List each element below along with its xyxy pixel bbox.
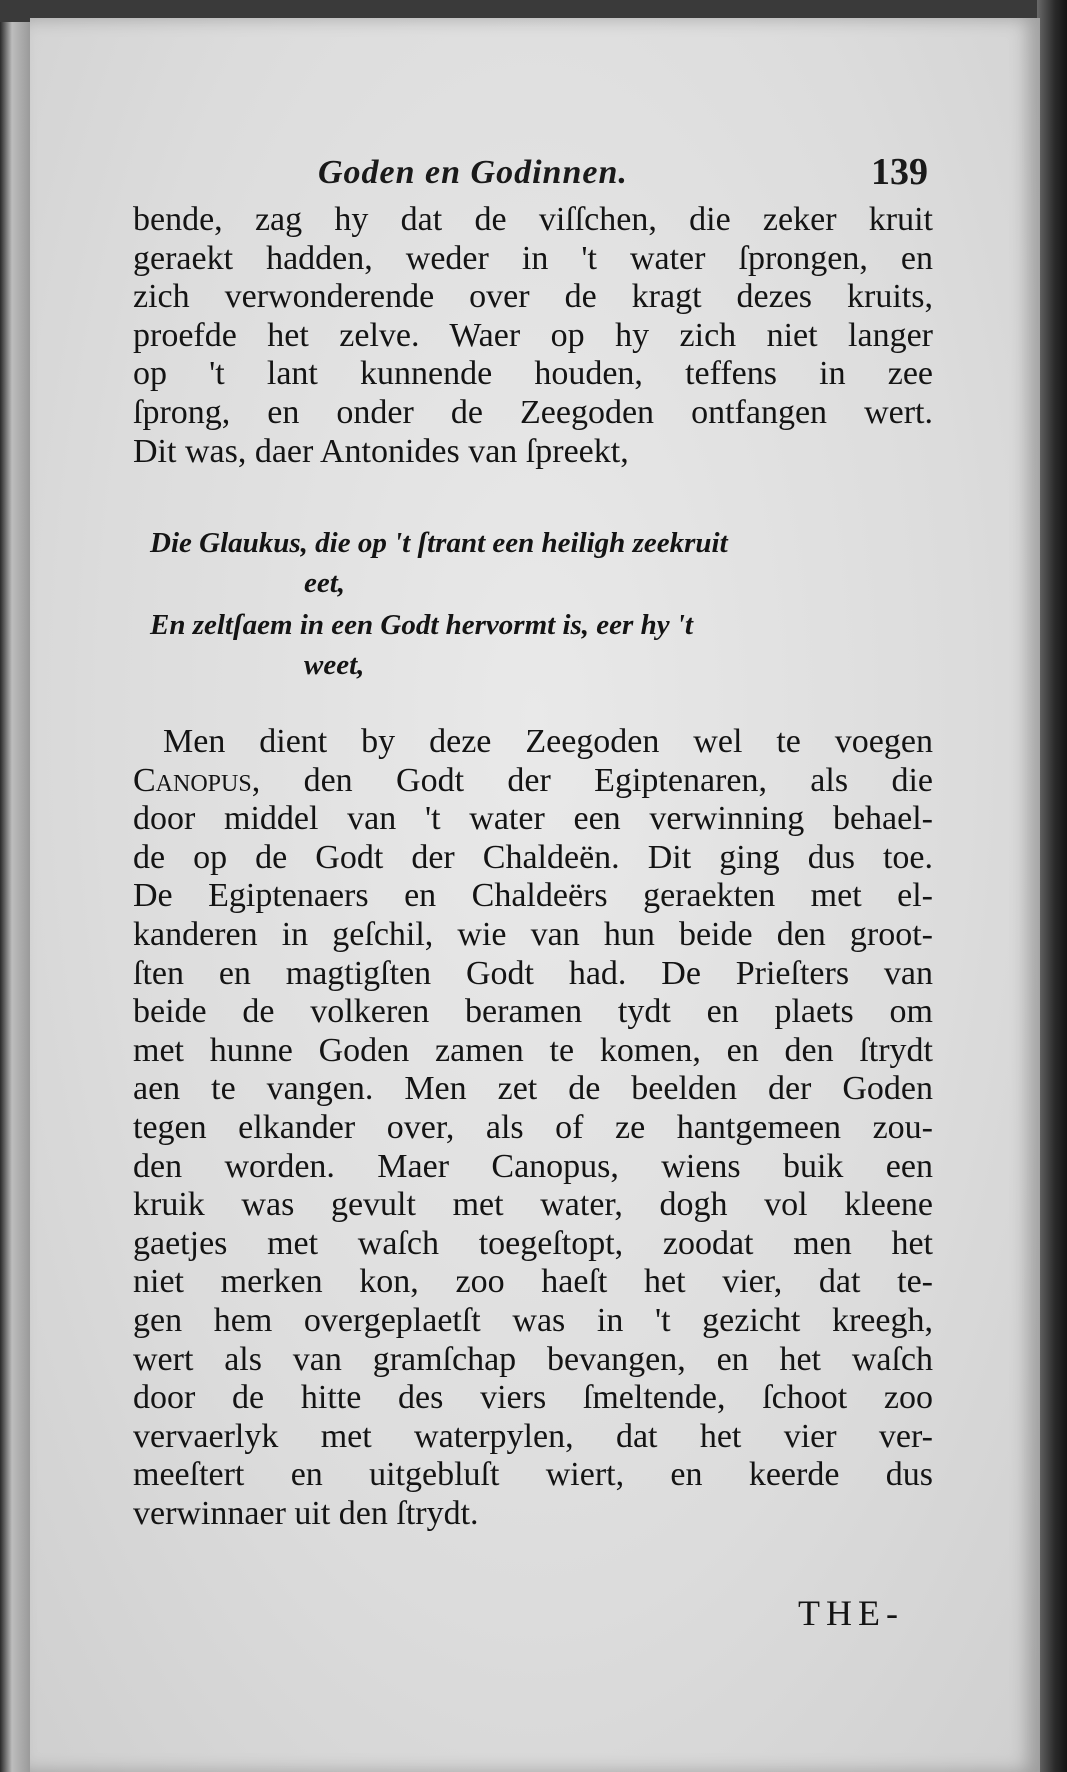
text-line: zich verwonderende over de kragt dezes kruits,	[133, 278, 933, 316]
text-line: ſprong, en onder de Zeegoden ontfangen wert.	[133, 393, 933, 431]
text-line: kruik was gevult met water, dogh vol kleene	[133, 1186, 933, 1224]
text-line: verwinnaer uit den ſtrydt.	[133, 1494, 479, 1532]
text-line: de op de Godt der Chaldeën. Dit ging dus toe.	[133, 838, 933, 876]
text-line: niet merken kon, zoo haeſt het vier, dat te-	[133, 1263, 933, 1301]
text-line	[133, 762, 933, 801]
text-line: door middel van 't water een verwinning behael-	[133, 800, 933, 838]
text-line: ſten en magtigſten Godt had. De Prieſters van	[133, 954, 933, 992]
book-page	[30, 18, 1040, 1772]
text-line: Men dient by deze Zeegoden wel te voegen	[163, 723, 933, 760]
verse-line: En zeltſaem in een Godt hervormt is, eer hy 't	[150, 609, 693, 641]
paragraph-canopus	[133, 723, 933, 1533]
text-line: tegen elkander over, als of ze hantgemeen zou-	[133, 1108, 933, 1146]
text-line: door de hitte des viers ſmeltende, ſchoot zoo	[133, 1379, 933, 1417]
text-line: Dit was, daer Antonides van ſpreekt,	[133, 432, 629, 470]
text-line: met hunne Goden zamen te komen, en den ſtrydt	[133, 1031, 933, 1069]
text-line: meeſtert en uitgebluſt wiert, en keerde dus	[133, 1456, 933, 1494]
text-line-rest: , den Godt der Egiptenaren, als die	[251, 761, 933, 799]
text-line: proefde het zelve. Waer op hy zich niet langer	[133, 316, 933, 354]
text-line: gaetjes met waſch toegeſtopt, zoodat men het	[133, 1224, 933, 1262]
text-line: De Egiptenaers en Chaldeërs geraekten met el-	[133, 877, 933, 915]
text-line: geraekt hadden, weder in 't water ſprongen, en	[133, 239, 933, 277]
verse-line-continuation: weet,	[304, 649, 365, 681]
adjacent-page-edge	[0, 0, 30, 1772]
verse-couplet-line-1	[150, 523, 930, 603]
text-line: bende, zag hy dat de viſſchen, die zeker kruit	[133, 201, 933, 238]
verse-couplet-line-2	[150, 605, 930, 685]
text-line: kanderen in geſchil, wie van hun beide den groot-	[133, 915, 933, 953]
page-number: 139	[871, 151, 928, 193]
text-line: gen hem overgeplaetſt was in 't gezicht kreegh,	[133, 1301, 933, 1339]
text-line: op 't lant kunnende houden, teffens in zee	[133, 355, 933, 393]
page-header	[318, 146, 928, 206]
book-spine-edge	[1037, 0, 1067, 1772]
paragraph-glaukus	[133, 201, 933, 471]
text-line: beide de volkeren beramen tydt en plaets om	[133, 993, 933, 1031]
verse-line-continuation: eet,	[304, 567, 346, 599]
verse-line: Die Glaukus, die op 't ſtrant een heiligh zeekruit	[150, 527, 728, 559]
catchword: THE-	[798, 1593, 904, 1633]
text-line: vervaerlyk met waterpylen, dat het vier ver-	[133, 1417, 933, 1455]
name-canopus: Canopus	[133, 761, 252, 799]
text-line: wert als van gramſchap bevangen, en het waſch	[133, 1340, 933, 1378]
running-head: Goden en Godinnen.	[318, 154, 628, 191]
text-line: den worden. Maer Canopus, wiens buik een	[133, 1147, 933, 1185]
text-line: aen te vangen. Men zet de beelden der Goden	[133, 1070, 933, 1108]
